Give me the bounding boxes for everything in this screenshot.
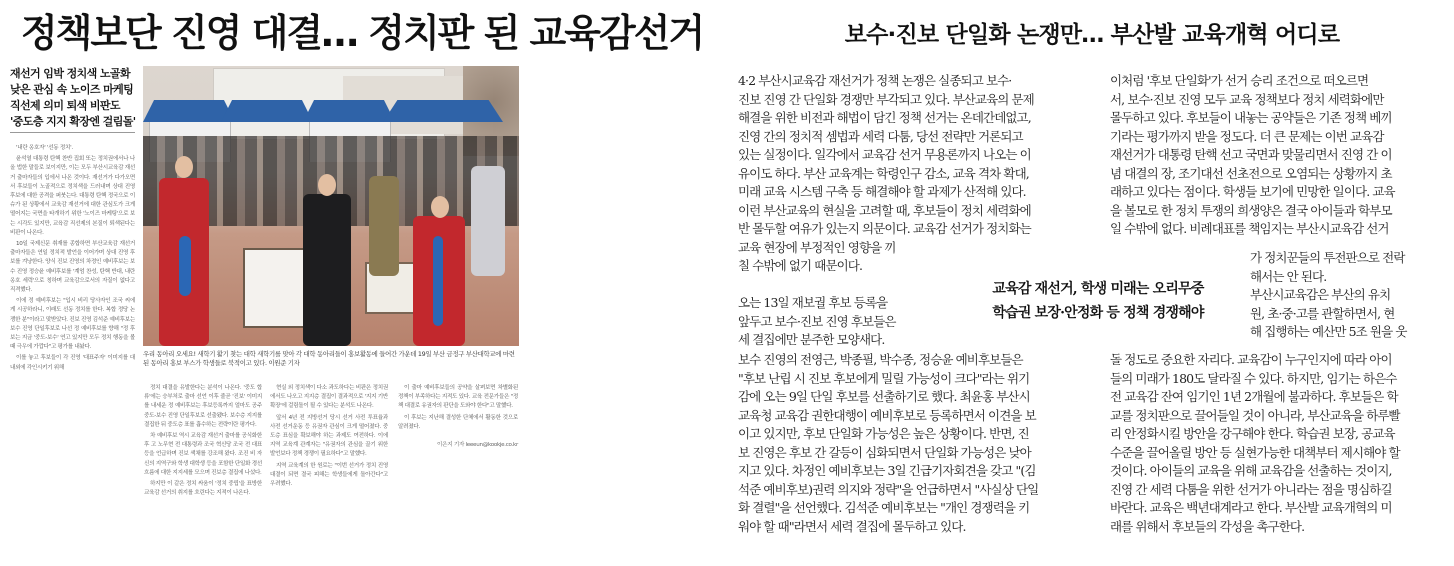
- text-line: 해서는 안 된다.: [1250, 268, 1327, 284]
- photo-person: [179, 236, 191, 296]
- photo-credit: 이원준 기자: [268, 359, 300, 367]
- text-line: 을 볼모로 한 정치 투쟁의 희생양은 결국 아이들과 학부모: [1110, 202, 1392, 218]
- text-line: 있는 실정이다. 일각에서 교육감 선거 무용론까지 나오는 이: [738, 147, 1031, 162]
- text-line: 몰두하고 있다. 후보들이 내놓는 공약들은 기존 정책 베끼: [1110, 110, 1392, 125]
- text-line: 진영 간 세력 다툼을 위한 선거가 아니라는 점을 명심하길: [1110, 481, 1392, 497]
- caption-text: 우리 동아리 오세요! 새학기 활기 찾는 대학 새학기를 맞아 각 대학 동아리들이 홍보활동에 들어간 가운데 19일 부산 금정구 부산대학교에 마련된 동아리 홍보 부스가 학생들로 북적이고 있다.: [143, 350, 515, 367]
- text-line: 화 결렬"을 선언했다. 김석준 예비후보는 "개인 경쟁력을 키: [738, 500, 1030, 515]
- text-line: 수준을 끌어올릴 방안 등 실현가능한 대책부터 제시해야 할: [1110, 444, 1400, 460]
- paragraph: 앞서 4년 전 지방선거 당시 선거 사전 투표율과 사전 선거운동 등 유권자 관심이 크게 떨어졌다. 중도층 표심을 확보해야 하는 과제도 여전하다. 이에 지역 교육계 관계자는 "유권자의 관심을 끌기 위한 발언보다 정책 경쟁이 필요하다"고 말했다.: [270, 414, 388, 458]
- text-line: 이런 부산교육의 현실을 고려할 때, 후보들이 정치 세력화에: [738, 202, 1031, 218]
- photo-face: [318, 174, 336, 196]
- text-line: 4·2 부산시교육감 재선거가 정책 논쟁은 실종되고 보수·: [738, 73, 1012, 88]
- subhead: 직선제 의미 퇴색 비판도: [10, 99, 120, 112]
- text-line: 미래 교육 시스템 구축 등 해결해야 할 과제가 산적해 있다.: [738, 184, 1026, 199]
- paragraph: 이 후보는 지난해 결성한 단체에서 활동한 것으로 알려졌다.: [398, 414, 518, 430]
- text-line: 보 진영은 후보 간 갈등이 심화되면서 단일화 가능성은 낮아: [738, 444, 1031, 460]
- paragraph: 이에 정 예비후보는 "입시 비리 당사자인 조국 씨에게 시공하라니, 이래도 선동 정치를 한다. 복합 정당 논쟁한 분"이라고 맞받았다. 진보 진영 김석준 예비후보는 보수 진영 단일후보로 나선 정 예비후보를 향해 "정 후보는 지금 '중도-보수' 연고 있지만 모두 정치 행동을 볼 때 극우에 가깝다"고 평가를 내놨다.: [10, 298, 135, 351]
- photo-person: [433, 236, 443, 326]
- text-line: 것이다. 아이들의 교육을 위해 교육감을 선출하는 것이지,: [1110, 463, 1392, 478]
- news-photo: [143, 66, 519, 346]
- left-body-column-2: [144, 384, 262, 556]
- text-line: 돌 정도로 중요한 자리다. 교육감이 누구인지에 따라 아이: [1110, 352, 1392, 367]
- text-line: "후보 난립 시 진보 후보에게 밀릴 가능성이 크다"라는 위기: [738, 370, 1030, 386]
- subhead: '중도층 지지 확장엔 걸림돌': [10, 115, 136, 128]
- pull-quote: [948, 277, 1248, 325]
- text-line: 유이도 하다. 부산 교육계는 학령인구 감소, 교육 격차 확대,: [738, 165, 1029, 181]
- left-headline: 정책보단 진영 대결… 정치판 된 교육감선거: [20, 11, 704, 55]
- paragraph: 이를 놓고 후보들이 각 진영 '대표주자' 이미지를 대내외에 각인시키기 위해: [10, 355, 135, 371]
- text-line: 석준 예비후보)권력 의지와 정략"을 언급하면서 "사실상 단일: [738, 481, 1039, 497]
- left-article-panel: [0, 0, 724, 566]
- text-line: 기라는 평가까지 받을 정도다. 더 큰 문제는 이번 교육감: [1110, 128, 1384, 144]
- left-body-column-3: [270, 384, 388, 556]
- text-line: 원, 초·중·고를 관할하면서, 현: [1250, 305, 1395, 321]
- paragraph: 현실 외 정치색이 다소 과도하다는 비판은 정치권에서도 나오고 지지층 결집이 결과적으로 '지지 기반 확장'에 걸림돌이 될 수 있다는 분석도 나온다.: [270, 385, 388, 410]
- text-line: 해 집행하는 예산만 5조 원을 웃: [1250, 324, 1407, 339]
- left-body-column-4: [398, 384, 518, 434]
- photo-person: [303, 194, 351, 346]
- text-line: 일 수밖에 없다. 비례대표를 책임지는 부산시교육감 선거: [1110, 221, 1389, 236]
- text-line: 래하고 있다는 점이다. 학생들 보기에 민망한 일이다. 교육: [1110, 184, 1395, 199]
- photo-tent: [383, 100, 503, 122]
- subhead: 재선거 임박 정치색 노골화: [10, 67, 130, 80]
- right-body-column-1-mid: [738, 294, 943, 350]
- text-line: 가 정치꾼들의 투전판으로 전락: [1250, 250, 1405, 265]
- text-line: 워야 할 때"라면서 세력 결집에 몰두하고 있다.: [738, 518, 966, 534]
- photo-person: [369, 176, 399, 276]
- text-line: 보수 진영의 전영근, 박종필, 박수종, 정승윤 예비후보들은: [738, 352, 1023, 367]
- paragraph: 정치 대결을 유발한다는 분석이 나온다. '중도 합류'에는 승부처로 출마 선언 이후 줄곧 '진보' 이미지를 내세운 정 예비후보는 후보등록까지 얼마도 공주 중도-보수 진영 단일후보로 선출됐다. 보수층 지지를 결집한 뒤 중도층 표를 흡수하는 전략이란 평가다.: [144, 385, 262, 428]
- text-line: 이처럼 '후보 단일화'가 선거 승리 조건으로 떠오르면: [1110, 73, 1369, 88]
- text-line: 해결을 위한 비전과 해법이 담긴 정책 선거는 온데간데없고,: [738, 110, 1031, 125]
- text-line: 진영 간의 정치적 셈법과 세력 다툼, 당선 전략만 거론되고: [738, 128, 1023, 144]
- text-line: 교를 정치판으로 끌어들일 것이 아니라, 부산교육을 하루빨: [1110, 407, 1400, 423]
- text-line: 반 몰두할 여유가 있는지 의문이다. 교육감 선거가 정치화는: [738, 221, 1031, 236]
- text-line: 교육 현장에 부정적인 영향을 끼: [738, 239, 896, 255]
- paragraph: 하지만 이 같은 정치 싸움이 '정치 중립'을 표방한 교육감 선거의 취지를 흐린다는 지적이 나온다.: [144, 481, 262, 497]
- subhead: 낮은 관심 속 노이즈 마케팅: [10, 83, 134, 96]
- text-line: 념 대결의 장, 조기대선 선초전으로 오염되는 상황까지 초: [1110, 165, 1392, 181]
- text-line: 재선거가 대통령 탄핵 선고 국면과 맞물리면서 진영 간 이: [1110, 147, 1392, 162]
- text-line: 오는 13일 재보궐 후보 등록을: [738, 295, 888, 310]
- text-line: 지고 있다. 차정인 예비후보는 3일 긴급기자회견을 갖고 "(김: [738, 463, 1036, 478]
- text-line: 전 교육감 잔여 임기인 1년 2개월에 불과하다. 후보들은 학: [1110, 389, 1398, 404]
- text-line: 리 안정화시킬 방안을 강구해야 한다. 학습권 보장, 공교육: [1110, 426, 1395, 441]
- right-body-column-2-bottom: [1110, 351, 1448, 536]
- right-body-column-1-top: [738, 72, 1090, 276]
- pull-quote-line: 교육감 재선거, 학생 미래는 오리무중: [992, 281, 1204, 297]
- paragraph: 차 예비후보 역시 교육감 재선거 출마를 공식화한 후 고 노무현 전 대통령과 조국 혁신당 조국 전 대표 등을 언급하며 진보 색채를 강조해 왔다. 조진 비 자신의 지역구와 학생 대학생 등을 포함한 단일화 경선 흐름에 대한 지지세를 모으며 진보층 결집에 나섰다.: [144, 433, 262, 476]
- photo-tent: [303, 100, 395, 122]
- text-line: 앞두고 보수·진보 진영 후보들은: [738, 313, 896, 329]
- text-line: 래를 위해서 후보들의 각성을 촉구한다.: [1110, 518, 1305, 534]
- right-body-column-2-mid: [1250, 249, 1448, 342]
- photo-face: [175, 156, 193, 178]
- photo-caption: [143, 350, 519, 368]
- photo-face: [431, 196, 449, 218]
- photo-person: [471, 166, 505, 276]
- text-line: 부산시교육감은 부산의 유치: [1250, 287, 1391, 302]
- text-line: 세 결집에만 분주한 모양새다.: [738, 332, 885, 347]
- text-line: 서, 보수·진보 진영 모두 교육 정책보다 정치 세력화에만: [1110, 91, 1384, 107]
- text-line: 교육청 교육감 권한대행이 예비후보로 등록하면서 이견을 보: [738, 407, 1036, 423]
- pull-quote-line: 학습권 보장·안정화 등 정책 경쟁해야: [992, 305, 1204, 321]
- photo-tent: [221, 100, 313, 122]
- text-line: 칠 수밖에 없기 때문이다.: [738, 258, 863, 273]
- paragraph: 이 출마 예비후보들의 공약을 살펴보면 차별화된 정책이 부족하다는 지적도 있다. 교육 전문가들은 "정책 대결로 유권자의 판단을 도와야 한다"고 말했다.: [398, 385, 518, 410]
- right-article-panel: [730, 0, 1454, 566]
- text-line: 진보 진영 간 단일화 경쟁만 부각되고 있다. 부산교육의 문제: [738, 91, 1034, 107]
- text-line: 이고 있지만, 후보 단일화 가능성은 높은 상황이다. 반면, 진: [738, 426, 1029, 441]
- paragraph: 지역 교육계의 한 원로는 "이번 선거가 정치 진영 대결이 되면 결국 피해는 학생들에게 돌아간다"고 우려했다.: [270, 462, 388, 488]
- right-body-column-1-bottom: [738, 351, 1090, 536]
- text-line: 감에 오는 9일 단일 후보를 선출하기로 했다. 최윤홍 부산시: [738, 389, 1030, 404]
- right-body-column-2-top: [1110, 72, 1448, 239]
- left-body-column-1: [10, 144, 135, 554]
- divider: [10, 132, 135, 133]
- paragraph: 윤석열 대통령 탄핵 찬반 집회 또는 정치권에서나 나올 법한 말들로 보이지만, 이는 모두 부산시교육감 재선거 출마자들의 입에서 나온 것이다. 재선거가 다가오면서 후보들이 노골적으로 정치색을 드러내며 상대 진영 후보에 대한 공격을 퍼붓는다. 대통령 탄핵 정국으로 이슈가 된 상황에서 교육감 재선거에 대한 관심도가 크게 떨어지는 국면을 타개하기 위한 '노이즈 마케팅'으로 보는 시각도 있지만, 교육감 직선제의 본질이 퇴색된다는 비판이 나온다.: [10, 156, 135, 236]
- photo-tent: [143, 100, 235, 122]
- text-line: 바란다. 교육은 백년대계라고 한다. 부산발 교육개혁의 미: [1110, 500, 1392, 515]
- left-subheads: [10, 66, 135, 130]
- paragraph: 10일 국제신문 취재를 종합하면 부산교육감 재선거 출마자들은 연일 정치적 발언을 이어가며 상대 진영 후보를 겨냥한다. 양식 진보 진영의 차정인 예비후보는 보수 진영 정승윤 예비후보를 '계엄 찬성, 탄핵 반대, 내란 옹호 세력'으로 칭하며 교육감으로서의 자질이 없다고 직격했다.: [10, 241, 135, 294]
- right-headline: 보수·진보 단일화 논쟁만… 부산발 교육개혁 어디로: [844, 22, 1340, 48]
- paragraph: '내란 옹호자' '선동 정치'.: [16, 145, 73, 151]
- byline: 이은지 기자 leeeun@kookje.co.kr: [437, 442, 518, 448]
- text-line: 들의 미래가 180도 달라질 수 있다. 하지만, 임기는 하은수: [1110, 370, 1397, 386]
